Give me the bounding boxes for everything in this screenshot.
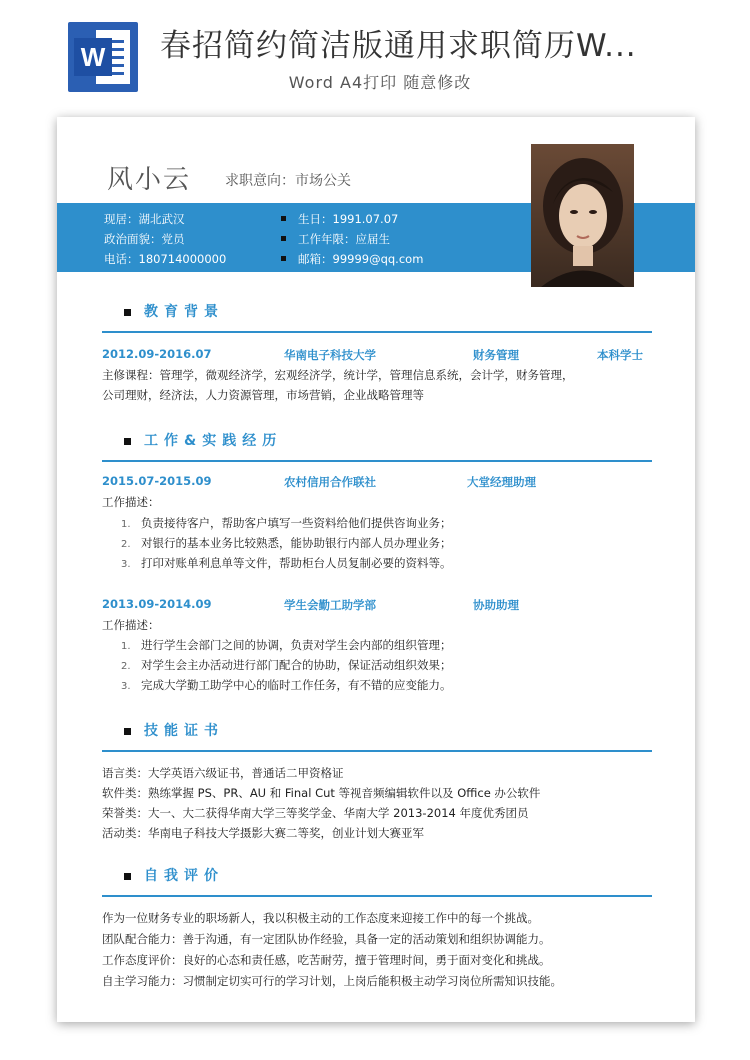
job2-desc-label: 工作描述： <box>102 618 160 632</box>
section-square-icon <box>124 309 131 316</box>
skill-line: 软件类：熟练掌握 PS、PR、AU 和 Final Cut 等视音频编辑软件以及 Office 办公软件 <box>102 786 541 800</box>
info-email: 邮箱：99999@qq.com <box>281 251 423 267</box>
skill-line: 荣誉类：大一、大二获得华南大学三等奖学金、华南大学 2013-2014 年度优秀团员 <box>102 806 529 820</box>
skill-line: 活动类：华南电子科技大学摄影大赛二等奖，创业计划大赛亚军 <box>102 826 424 840</box>
work-title: 工作&实践经历 <box>144 433 283 449</box>
skill-line: 语言类：大学英语六级证书，普通话二甲资格证 <box>102 766 344 780</box>
bullet-square-icon <box>281 236 286 241</box>
skills-section-header <box>102 720 652 752</box>
info-phone: 电话：180714000000 <box>87 251 226 267</box>
self-eval-line: 团队配合能力：善于沟通，有一定团队协作经验，具备一定的活动策划和组织协调能力。 <box>102 932 551 946</box>
edu-date: 2012.09-2016.07 <box>102 347 212 361</box>
job1-role: 大堂经理助理 <box>467 475 536 489</box>
job2-date: 2013.09-2014.09 <box>102 597 212 611</box>
word-letter-w: W <box>74 38 112 76</box>
list-item: 1. 进行学生会部门之间的协调，负责对学生会内部的组织管理； <box>121 638 452 652</box>
info-politics: 政治面貌：党员 <box>87 231 185 247</box>
edu-school: 华南电子科技大学 <box>284 348 376 362</box>
job1-date: 2015.07-2015.09 <box>102 474 212 488</box>
list-item: 3. 打印对账单利息单等文件，帮助柜台人员复制必要的资料等。 <box>121 556 452 570</box>
info-residence: 现居：湖北武汉 <box>87 211 185 227</box>
list-item: 1. 负责接待客户，帮助客户填写一些资料给他们提供咨询业务； <box>121 516 452 530</box>
section-square-icon <box>124 873 131 880</box>
info-birthday: 生日：1991.07.07 <box>281 211 398 227</box>
self-eval-title: 自我评价 <box>144 868 224 884</box>
work-section-header <box>102 430 652 462</box>
self-eval-line: 作为一位财务专业的职场新人，我以积极主动的工作态度来迎接工作中的每一个挑战。 <box>102 911 539 925</box>
resume-page <box>57 117 695 1022</box>
list-item: 2. 对学生会主办活动进行部门配合的协助，保证活动组织效果； <box>121 658 452 672</box>
edu-degree: 本科学士 <box>597 348 643 362</box>
word-icon <box>68 22 138 92</box>
bullet-square-icon <box>281 256 286 261</box>
education-section-header <box>102 301 652 333</box>
bullet-square-icon <box>281 216 286 221</box>
document-subtitle: Word A4打印 随意修改 <box>288 73 472 92</box>
self-eval-line: 自主学习能力：习惯制定切实可行的学习计划，上岗后能积极主动学习岗位所需知识技能。 <box>102 974 562 988</box>
edu-major: 财务管理 <box>473 348 519 362</box>
edu-courses-line-2: 公司理财，经济法，人力资源管理，市场营销，企业战略管理等 <box>102 388 424 402</box>
job1-desc-label: 工作描述： <box>102 495 160 509</box>
document-title: 春招简约简洁版通用求职简历W... <box>160 28 637 64</box>
candidate-name: 风小云 <box>107 165 192 195</box>
list-item: 2. 对银行的基本业务比较熟悉，能协助银行内部人员办理业务； <box>121 536 452 550</box>
section-square-icon <box>124 728 131 735</box>
job2-org: 学生会勤工助学部 <box>284 598 376 612</box>
profile-photo <box>531 144 634 287</box>
section-square-icon <box>124 438 131 445</box>
skills-title: 技能证书 <box>144 723 224 739</box>
self-eval-line: 工作态度评价：良好的心态和责任感，吃苦耐劳，擅于管理时间，勇于面对变化和挑战。 <box>102 953 551 967</box>
self-eval-section-header <box>102 865 652 897</box>
job2-role: 协助助理 <box>473 598 519 612</box>
job-intent: 求职意向：市场公关 <box>225 173 351 189</box>
info-years: 工作年限：应届生 <box>281 231 390 247</box>
list-item: 3. 完成大学勤工助学中心的临时工作任务，有不错的应变能力。 <box>121 678 452 692</box>
edu-courses-line-1: 主修课程：管理学，微观经济学，宏观经济学，统计学，管理信息系统，会计学，财务管理， <box>102 368 574 382</box>
job1-org: 农村信用合作联社 <box>284 475 376 489</box>
education-title: 教育背景 <box>144 304 224 320</box>
